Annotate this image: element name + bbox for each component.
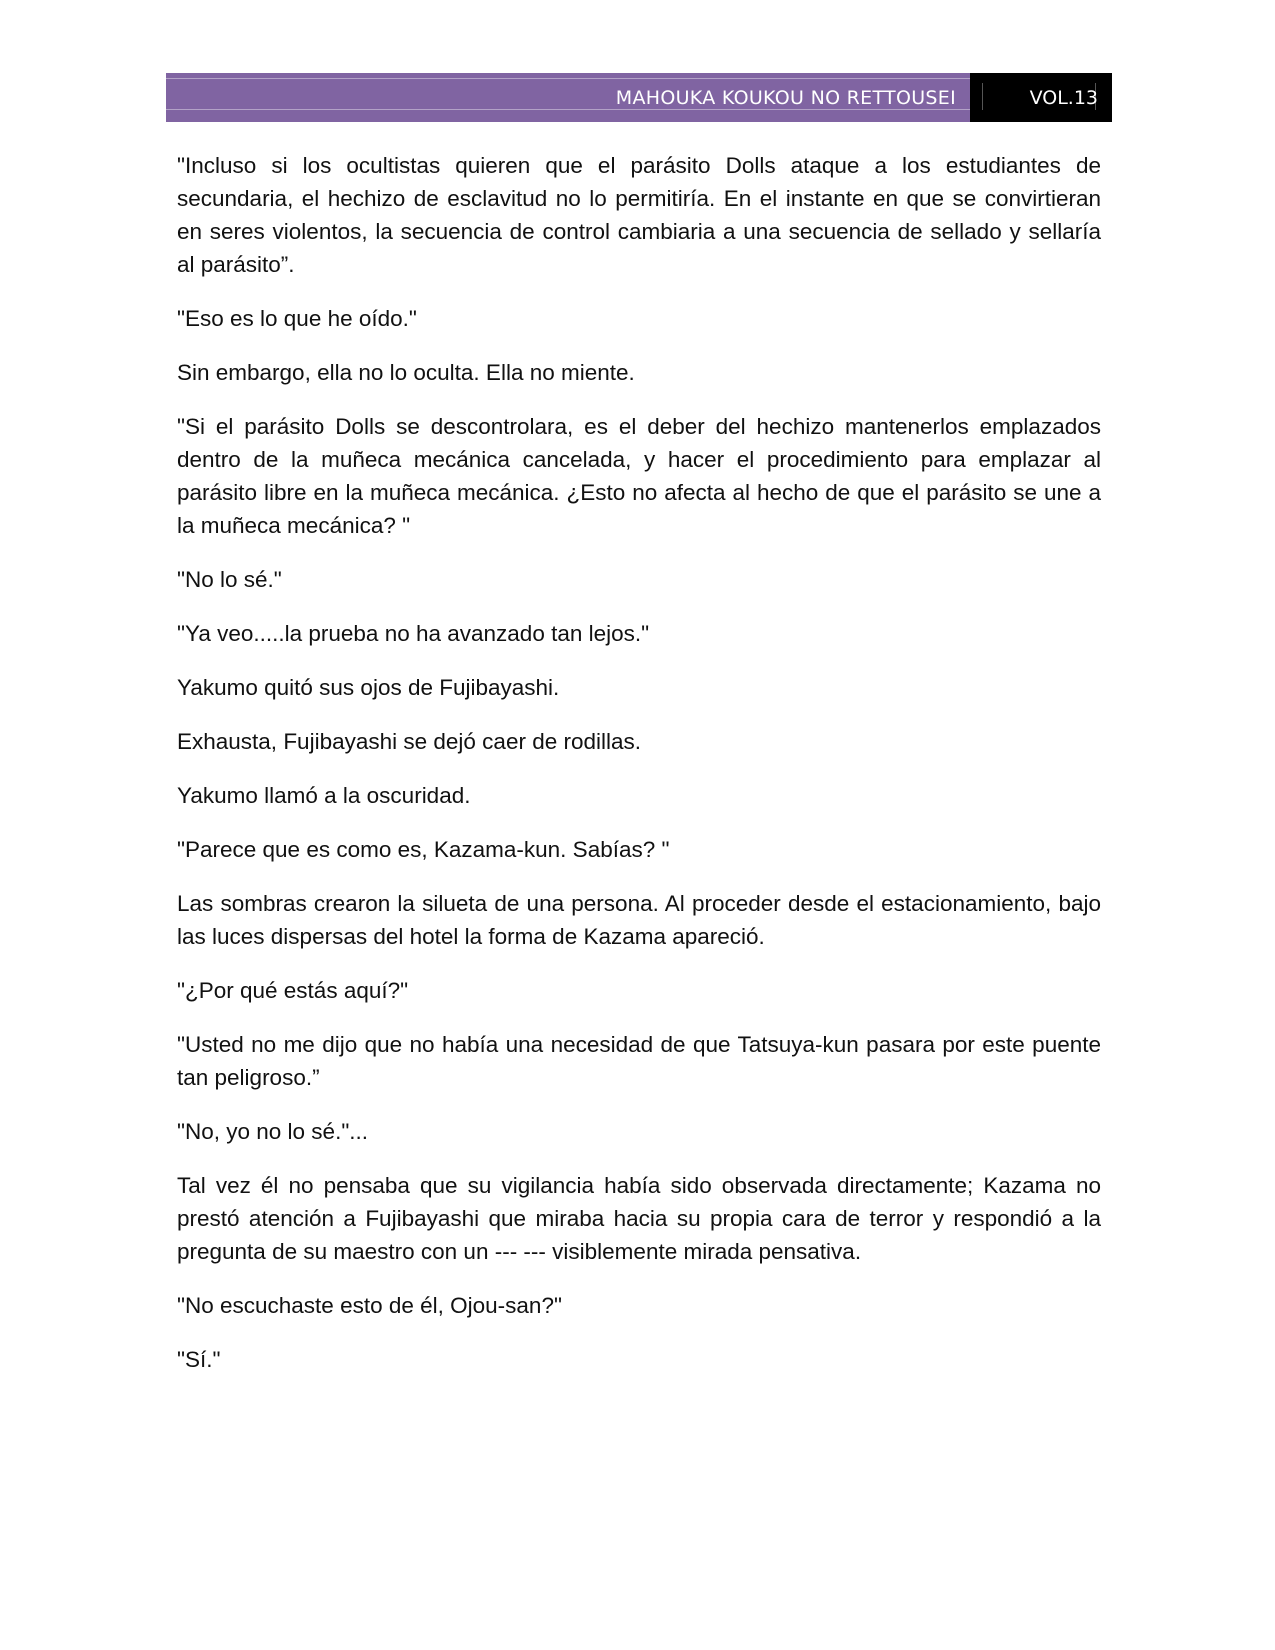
paragraph: "No lo sé." <box>177 567 282 592</box>
page-body <box>177 149 1101 1397</box>
volume-box <box>970 73 1112 122</box>
paragraph: "No, yo no lo sé."... <box>177 1119 369 1144</box>
paragraph: Tal vez él no pensaba que su vigilancia había sido observada directamente; Kazama no prestó atención a Fujibayashi que miraba hacia su propia cara de terror y respondió a la pregunta de su maestro con un --- --- visiblemente mirada pensativa. <box>177 1173 1101 1264</box>
paragraph: "Usted no me dijo que no había una necesidad de que Tatsuya-kun pasara por este puente tan peligroso.” <box>177 1032 1101 1090</box>
volume-box-divider-left <box>982 83 983 110</box>
paragraph: "Eso es lo que he oído." <box>177 306 417 331</box>
header-rule-bottom <box>166 109 970 110</box>
paragraph: "Incluso si los ocultistas quieren que el parásito Dolls ataque a los estudiantes de secundaria, el hechizo de esclavitud no lo permitiría. En el instante en que se convirtieran en seres violentos, la secuencia de control cambiaria a una secuencia de sellado y sellaría al parásito”. <box>177 153 1101 277</box>
paragraph: "Parece que es como es, Kazama-kun. Sabías? " <box>177 837 670 862</box>
paragraph: Exhausta, Fujibayashi se dejó caer de rodillas. <box>177 729 642 754</box>
paragraph: "Ya veo.....la prueba no ha avanzado tan lejos." <box>177 621 650 646</box>
page-header <box>166 73 1112 122</box>
paragraph: Yakumo llamó a la oscuridad. <box>177 783 471 808</box>
paragraph: "Sí." <box>177 1347 221 1372</box>
header-rule-top <box>166 78 970 79</box>
paragraph: "No escuchaste esto de él, Ojou-san?" <box>177 1293 562 1318</box>
volume-label: VOL.13 <box>1029 87 1098 109</box>
paragraph: Sin embargo, ella no lo oculta. Ella no miente. <box>177 360 635 385</box>
paragraph: Yakumo quitó sus ojos de Fujibayashi. <box>177 675 560 700</box>
book-title: MAHOUKA KOUKOU NO RETTOUSEI <box>615 87 956 109</box>
paragraph: "¿Por qué estás aquí?" <box>177 978 409 1003</box>
paragraph: "Si el parásito Dolls se descontrolara, es el deber del hechizo mantenerlos emplazados dentro de la muñeca mecánica cancelada, y hacer el procedimiento para emplazar al parásito libre en la muñeca mecánica. ¿Esto no afecta al hecho de que el parásito se une a la muñeca mecánica? " <box>177 414 1101 538</box>
header-title-bar <box>166 73 970 122</box>
paragraph: Las sombras crearon la silueta de una persona. Al proceder desde el estacionamiento, bajo las luces dispersas del hotel la forma de Kazama apareció. <box>177 891 1101 949</box>
